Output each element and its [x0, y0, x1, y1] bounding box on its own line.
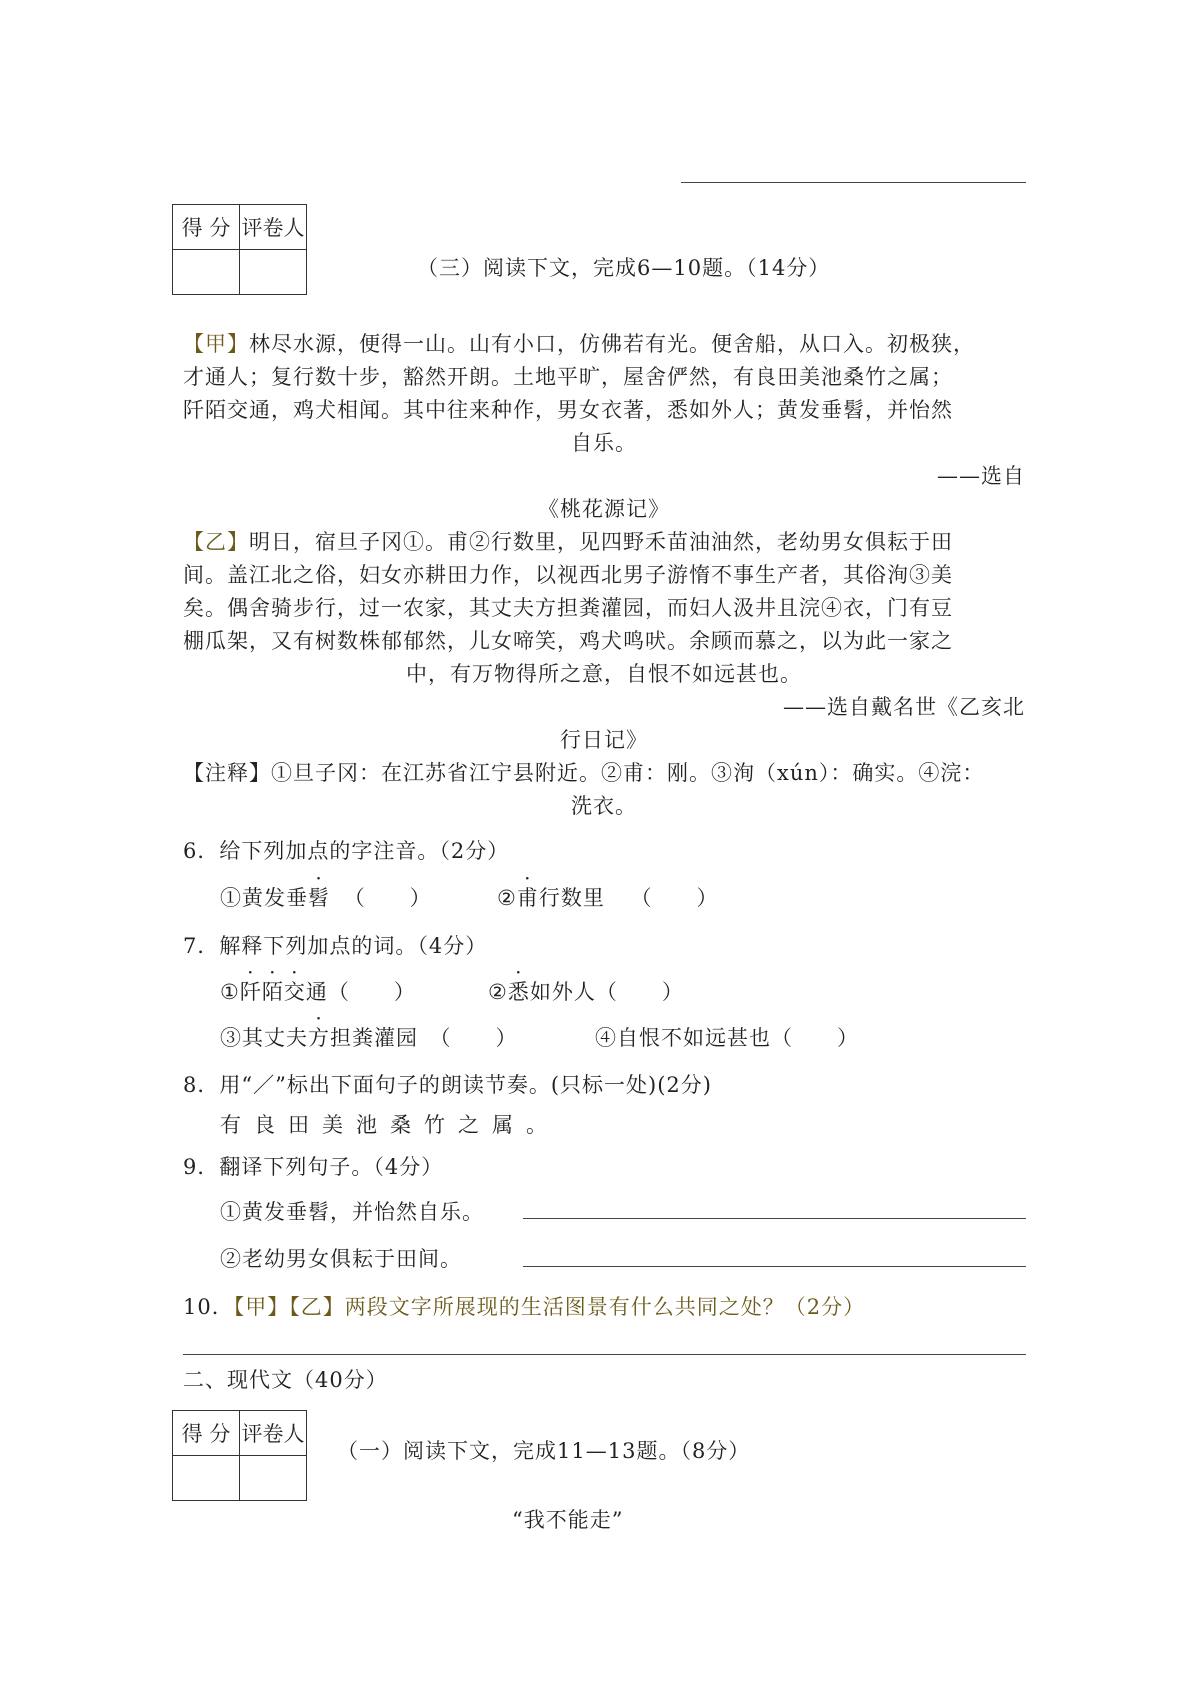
yi-source-a: ——选自戴名世《乙亥北	[783, 695, 1025, 719]
dotted-char: 髫	[308, 886, 330, 910]
yi-line-3: 矣。偶舍骑步行，过一农家，其丈夫方担粪灌园，而妇人汲井且浣④衣，门有豆	[183, 596, 953, 620]
score-cell[interactable]	[173, 250, 240, 295]
top-answer-line	[681, 182, 1026, 183]
part2-sub-heading: （一）阅读下文，完成11—13题。（8分）	[337, 1439, 751, 1463]
jia-source-b: 《桃花源记》	[538, 497, 670, 521]
score-label: 得 分	[173, 1411, 240, 1456]
q7-item-b[interactable]: ②悉如外人（ ）	[488, 980, 684, 1004]
yi-source-b: 行日记》	[560, 728, 648, 752]
dotted-char: 交	[283, 980, 306, 1004]
dotted-char: 悉	[507, 980, 530, 1004]
dotted-char: 方	[308, 1026, 330, 1050]
q6-item-a: ①黄发垂髫 （ ）	[220, 886, 432, 910]
q7-item-d[interactable]: ④自恨不如远甚也（ ）	[595, 1026, 859, 1050]
score-cell[interactable]	[173, 1456, 240, 1501]
yi-line-1: 明日，宿旦子冈①。甫②行数里，见四野禾苗油油然，老幼男女俱耘于田	[249, 530, 953, 554]
q6-b-blank[interactable]: （ ）	[630, 886, 719, 910]
q10-answer-line[interactable]	[183, 1354, 1026, 1355]
q6-a-blank[interactable]: （ ）	[343, 886, 432, 910]
section-heading: （三）阅读下文，完成6—10题。（14分）	[417, 256, 831, 280]
notes	[183, 757, 1025, 823]
story-title: “我不能走”	[512, 1508, 624, 1532]
q9-b-answer-line[interactable]	[523, 1266, 1026, 1267]
question-7: 7．解释下列加点的词。（4分）	[183, 934, 488, 958]
jia-label: 【甲】	[183, 332, 249, 356]
grader-label: 评卷人	[240, 1411, 307, 1456]
q7-item-c[interactable]: ③其丈夫方担粪灌园 （ ）	[220, 1026, 518, 1050]
note-line-1: ①旦子冈：在江苏省江宁县附近。②甫：刚。③洵（xún）：确实。④浣：	[271, 761, 985, 785]
jia-line-4: 自乐。	[571, 431, 637, 455]
q8-sentence[interactable]: 有良田美池桑竹之属。	[220, 1113, 560, 1137]
note-line-2: 洗衣。	[571, 794, 637, 818]
question-8: 8．用“／”标出下面句子的朗读节奏。(只标一处)(2分)	[183, 1073, 712, 1097]
grader-cell[interactable]	[240, 250, 307, 295]
part2-heading: 二、现代文（40分）	[183, 1368, 388, 1392]
jia-line-1: 林尽水源，便得一山。山有小口，仿佛若有光。便舍船，从口入。初极狭，	[249, 332, 975, 356]
jia-line-3: 阡陌交通，鸡犬相闻。其中往来种作，男女衣著，悉如外人；黄发垂髫，并怡然	[183, 398, 953, 422]
q6-item-b: ②甫行数里 （ ）	[497, 886, 719, 910]
score-box-2	[172, 1410, 307, 1501]
question-10: 10．【甲】【乙】两段文字所展现的生活图景有什么共同之处？（2分）	[183, 1295, 866, 1319]
jia-source-a: ——选自	[937, 464, 1025, 488]
yi-line-4: 棚瓜架，又有树数株郁郁然，儿女啼笑，鸡犬鸣吠。余顾而慕之，以为此一家之	[183, 629, 953, 653]
yi-line-5: 中，有万物得所之意，自恨不如远甚也。	[406, 662, 802, 686]
score-box	[172, 204, 307, 295]
yi-line-2: 间。盖江北之俗，妇女亦耕田力作，以视西北男子游惰不事生产者，其俗洵③美	[183, 563, 953, 587]
dotted-char: 陌	[261, 980, 284, 1004]
q7-item-a[interactable]: ①阡陌交通（ ）	[220, 980, 416, 1004]
passage-jia	[183, 328, 1025, 526]
grader-cell[interactable]	[240, 1456, 307, 1501]
q9-a-answer-line[interactable]	[523, 1218, 1026, 1219]
dotted-char: 甫	[516, 886, 539, 910]
score-label: 得 分	[173, 205, 240, 250]
q9-item-b: ②老幼男女俱耘于田间。	[220, 1247, 462, 1271]
question-6: 6．给下列加点的字注音。（2分）	[183, 839, 510, 863]
question-9: 9．翻译下列句子。（4分）	[183, 1155, 444, 1179]
q9-item-a: ①黄发垂髫，并怡然自乐。	[220, 1200, 484, 1224]
jia-line-2: 才通人；复行数十步，豁然开朗。土地平旷，屋舍俨然，有良田美池桑竹之属；	[183, 365, 953, 389]
grader-label: 评卷人	[240, 205, 307, 250]
yi-label: 【乙】	[183, 530, 249, 554]
note-label: 【注释】	[183, 761, 271, 785]
dotted-char: 阡	[239, 980, 262, 1004]
passage-yi	[183, 526, 1025, 757]
